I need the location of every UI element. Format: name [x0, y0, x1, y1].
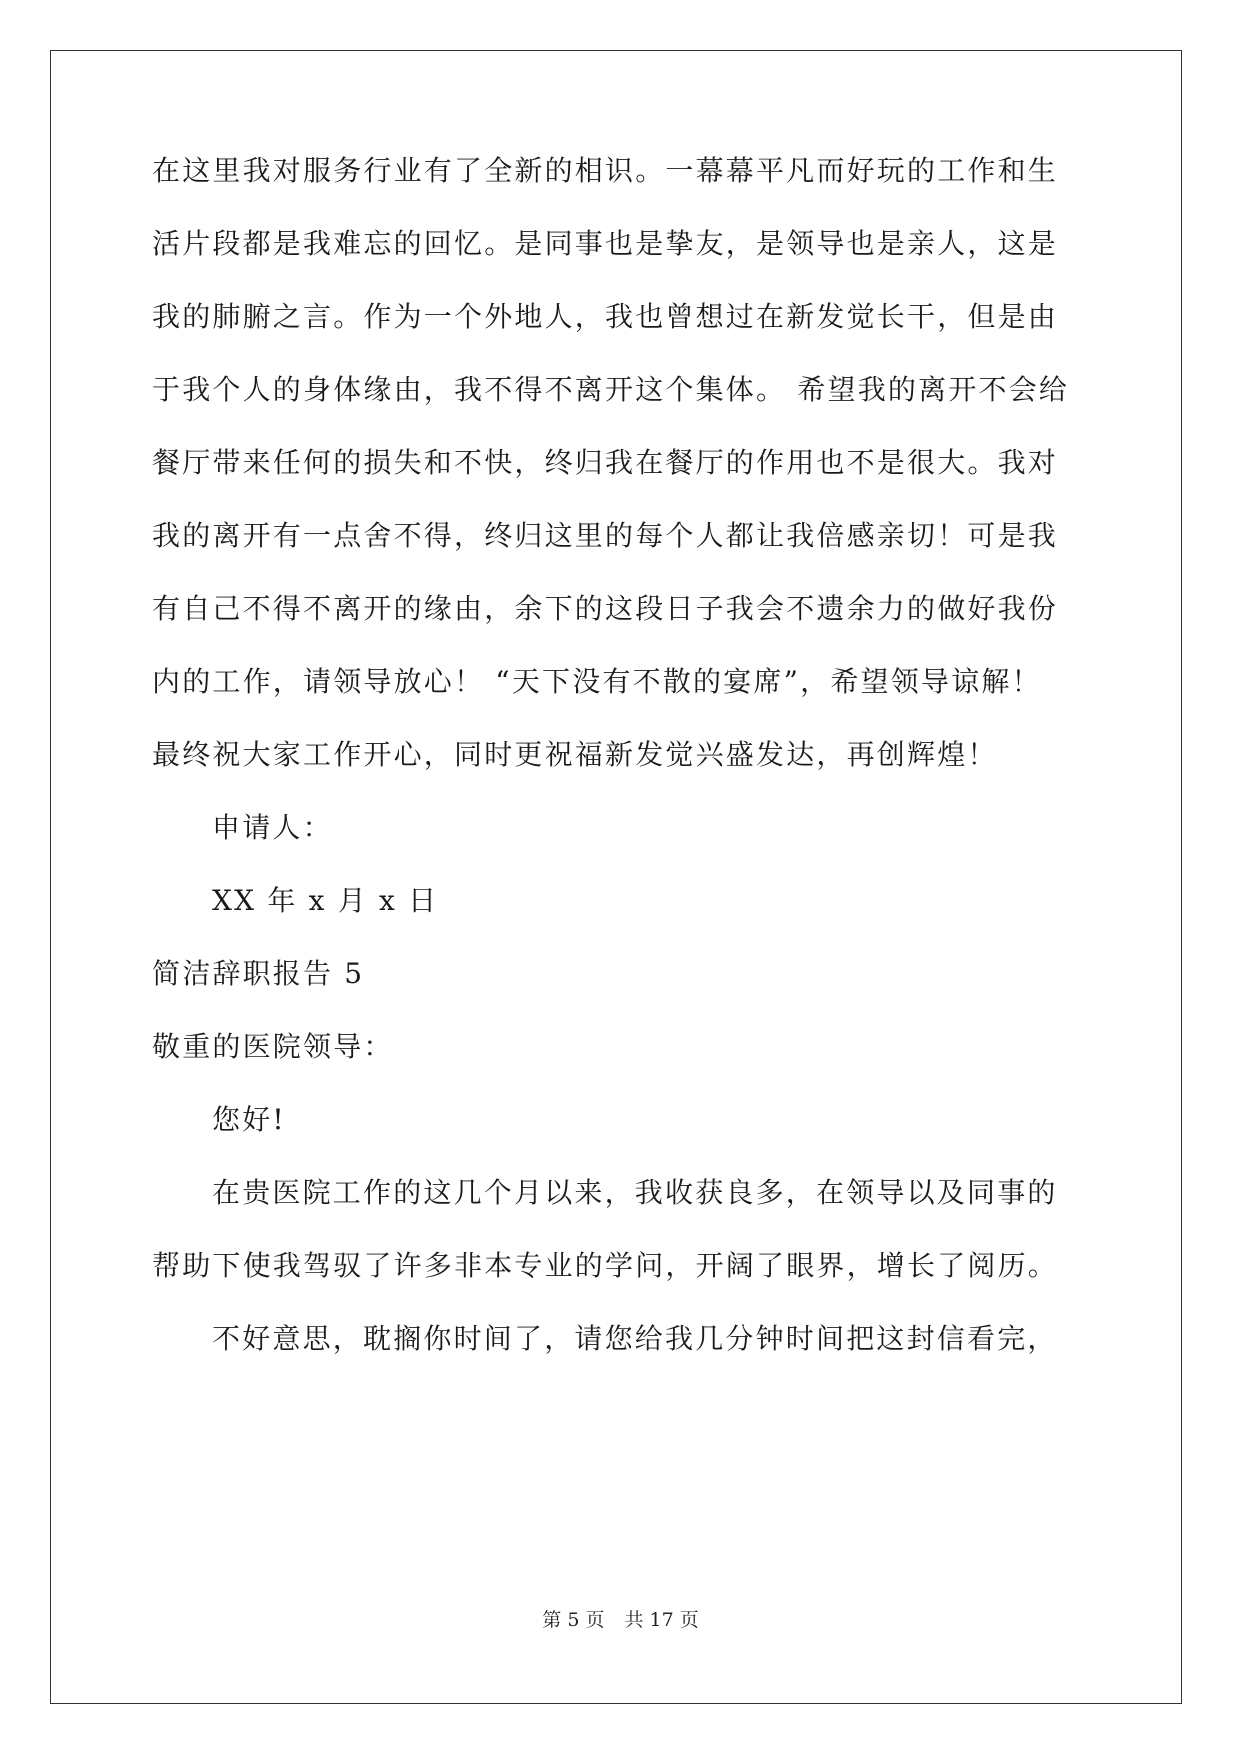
- page-total: 共 17 页: [624, 1609, 699, 1631]
- body-line-11: 帮助下使我驾驭了许多非本专业的学问，开阔了眼界，增长了阅历。: [152, 1249, 1059, 1282]
- body-line-6: 我的离开有一点舍不得，终归这里的每个人都让我倍感亲切！可是我: [152, 519, 1059, 552]
- page-footer: [0, 1608, 1241, 1632]
- body-line-10: 在贵医院工作的这几个月以来，我收获良多，在领导以及同事的: [212, 1176, 1058, 1209]
- date-line: XX 年 x 月 x 日: [212, 884, 439, 917]
- page-number: 第 5 页: [542, 1609, 605, 1631]
- body-line-4: 于我个人的身体缘由，我不得不离开这个集体。 希望我的离开不会给: [152, 373, 1070, 406]
- section-heading: 简洁辞职报告 5: [152, 957, 365, 990]
- body-line-2: 活片段都是我难忘的回忆。是同事也是挚友，是领导也是亲人，这是: [152, 227, 1059, 260]
- body-line-7: 有自己不得不离开的缘由，余下的这段日子我会不遗余力的做好我份: [152, 592, 1059, 625]
- body-line-9: 最终祝大家工作开心，同时更祝福新发觉兴盛发达，再创辉煌！: [152, 738, 998, 771]
- body-line-12: 不好意思，耽搁你时间了，请您给我几分钟时间把这封信看完，: [212, 1322, 1058, 1355]
- greeting: 您好!: [212, 1103, 286, 1136]
- applicant-label: 申请人：: [212, 811, 333, 844]
- body-line-5: 餐厅带来任何的损失和不快，终归我在餐厅的作用也不是很大。我对: [152, 446, 1059, 479]
- body-line-8: 内的工作，请领导放心！ “天下没有不散的宴席”，希望领导谅解！: [152, 665, 1042, 698]
- body-line-1: 在这里我对服务行业有了全新的相识。一幕幕平凡而好玩的工作和生: [152, 154, 1059, 187]
- body-line-3: 我的肺腑之言。作为一个外地人，我也曾想过在新发觉长干，但是由: [152, 300, 1059, 333]
- salutation: 敬重的医院领导：: [152, 1030, 394, 1063]
